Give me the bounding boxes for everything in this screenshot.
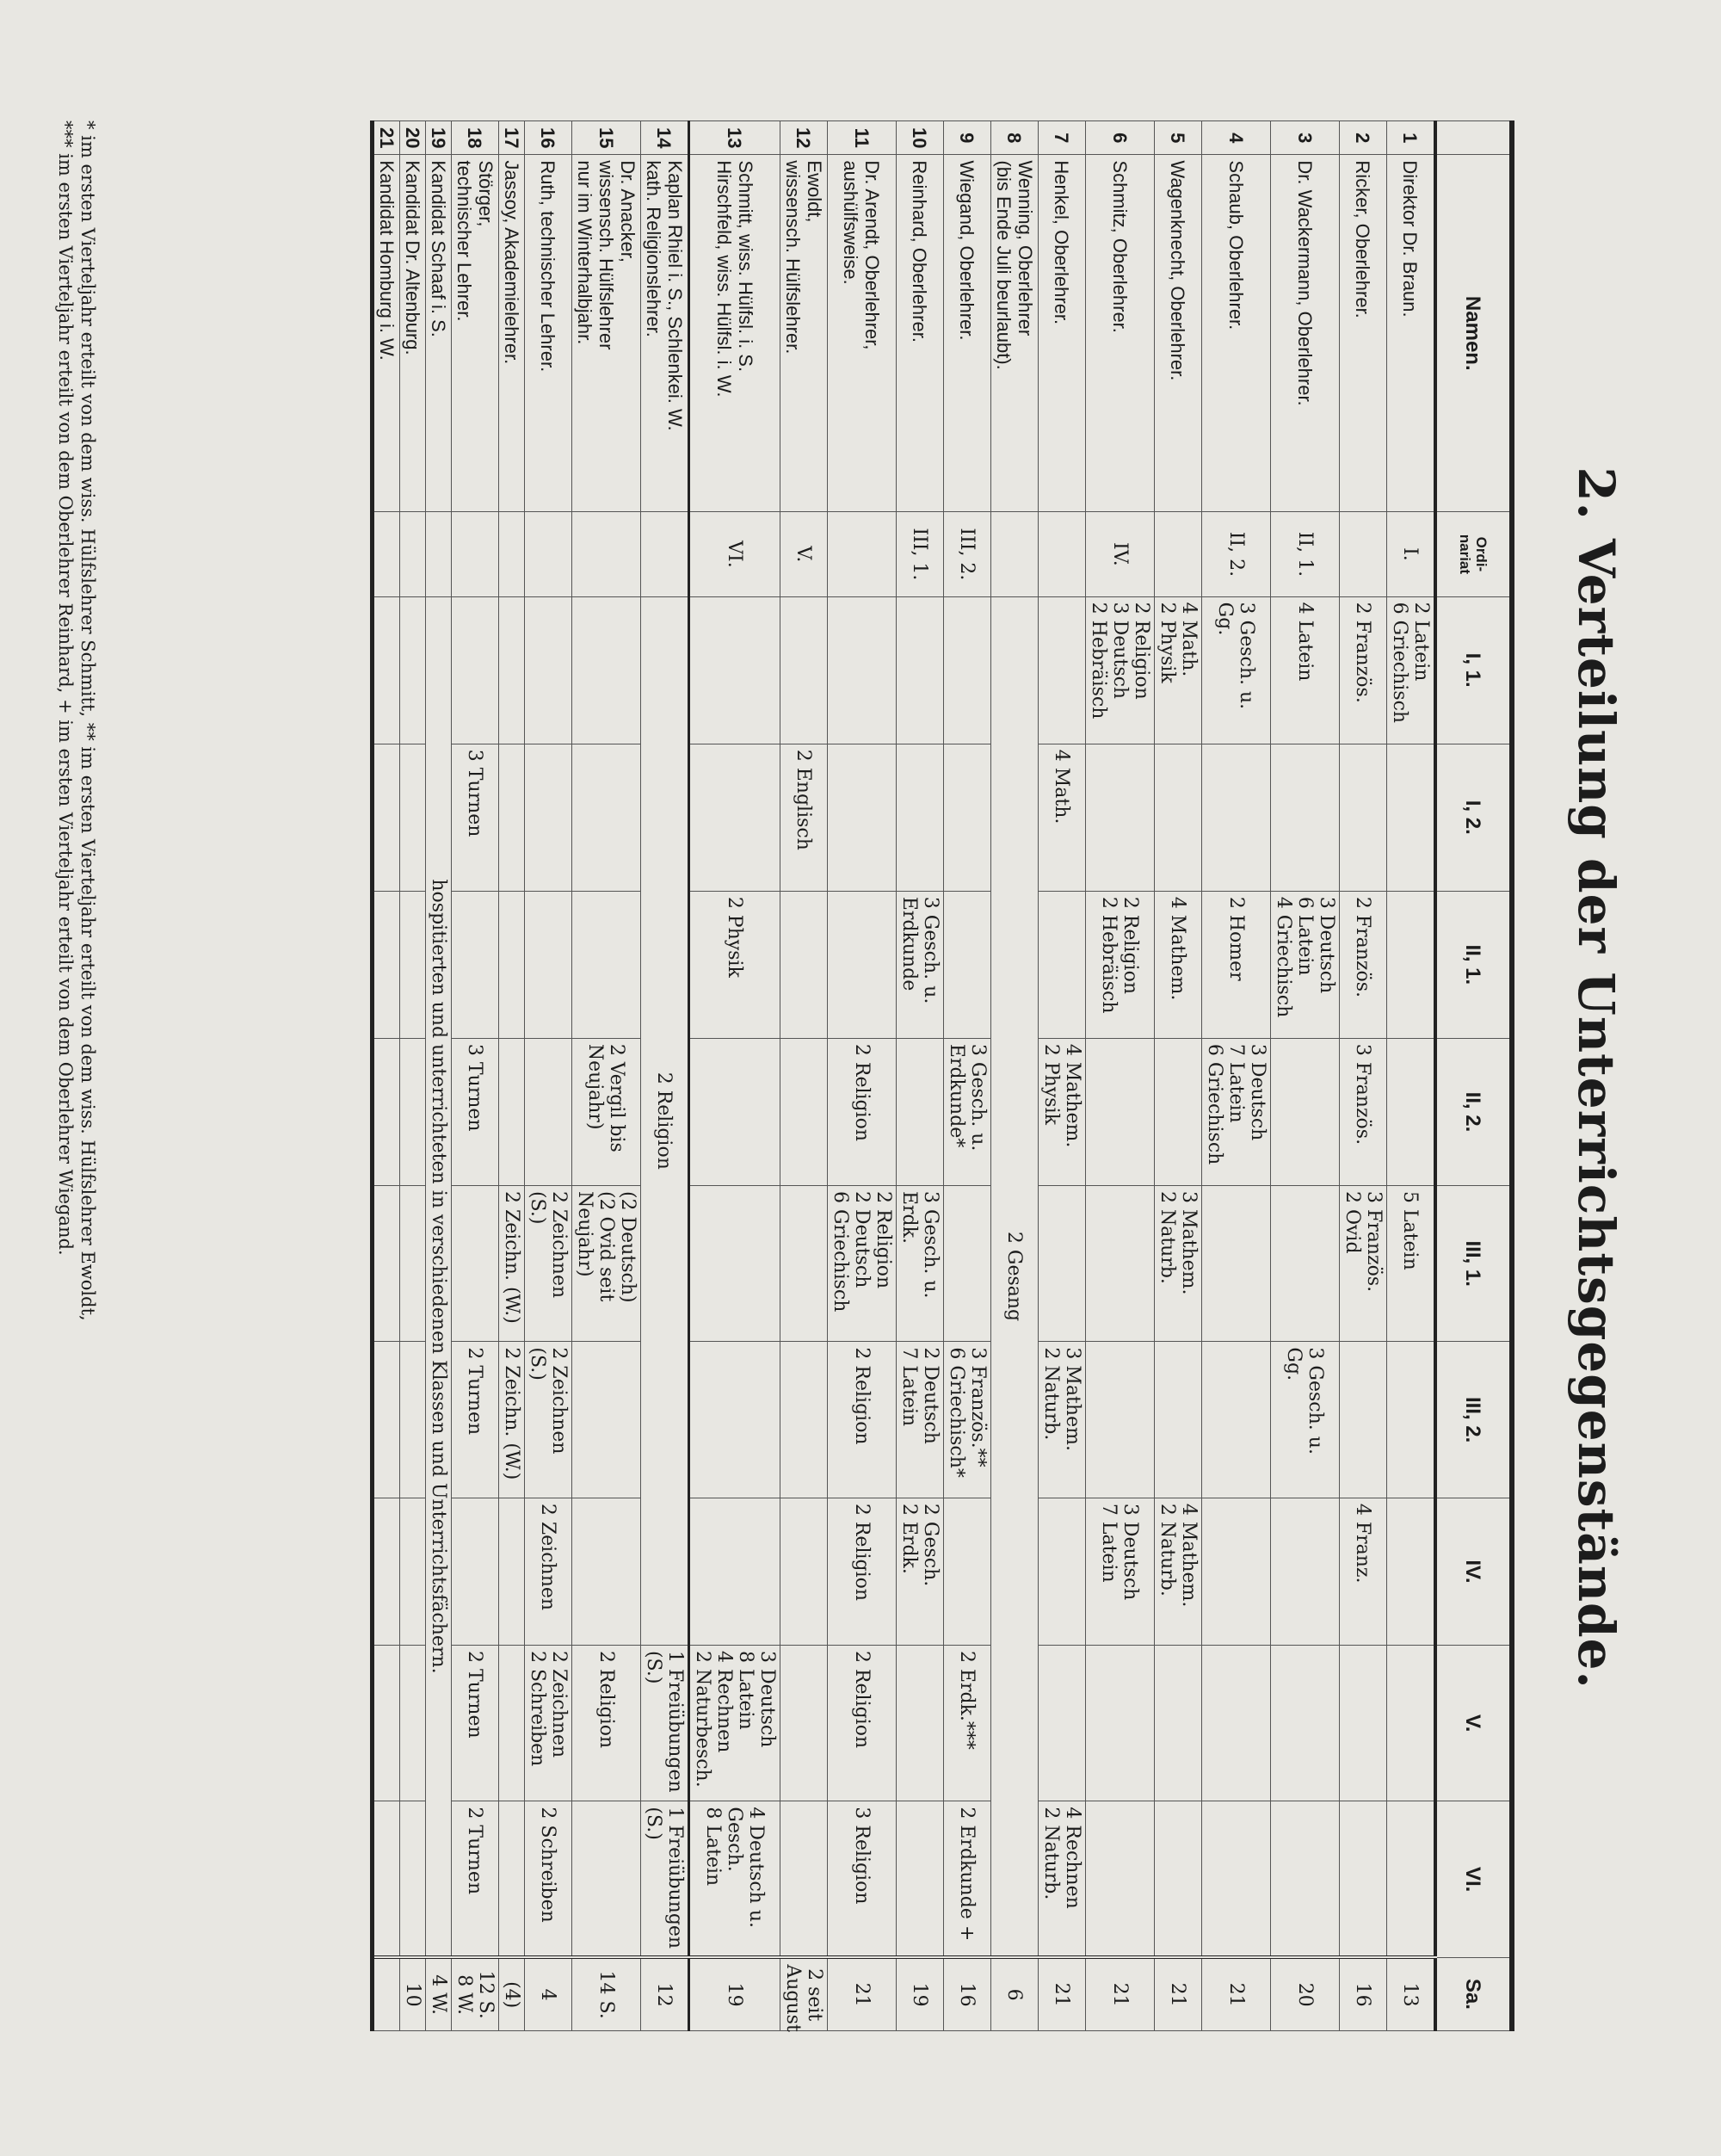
sum-header: Sa. — [1435, 1957, 1512, 2030]
subject-cell — [400, 1498, 426, 1645]
table-row — [780, 121, 828, 2031]
subject-cell — [828, 891, 897, 1038]
teacher-name: Direktor Dr. Braun. — [1387, 155, 1436, 512]
teacher-name: Jassoy, Akademielehrer. — [499, 155, 525, 512]
subject-cell — [780, 1498, 828, 1645]
row-number: 1 — [1387, 121, 1436, 155]
subject-cell — [572, 1801, 641, 1957]
footnote-2: *** im ersten Vierteljahr erteilt von dem Oberlehrer Reinhard, + im ersten Vierteljahr erteilt von dem Oberlehrer Wiegand. — [55, 120, 76, 1256]
sum-cell: 21 — [1086, 1957, 1155, 2030]
subject-cell — [452, 596, 499, 744]
subject-cell: 3 Gesch. u. Gg. — [1202, 596, 1271, 744]
ordinariat-cell — [572, 512, 641, 597]
subject-cell — [689, 1342, 780, 1498]
table-row — [1202, 121, 1271, 2031]
row-number: 11 — [828, 121, 897, 155]
row-number: 4 — [1202, 121, 1271, 155]
subject-cell: 2 Physik — [689, 891, 780, 1038]
subject-cell — [1387, 1038, 1436, 1185]
row-number: 12 — [780, 121, 828, 155]
subject-cell: 2 Turnen — [452, 1801, 499, 1957]
row-number: 15 — [572, 121, 641, 155]
sum-cell: 21 — [1155, 1957, 1202, 2030]
subject-cell — [572, 1498, 641, 1645]
ordinariat-cell — [452, 512, 499, 597]
subject-cell — [944, 1498, 991, 1645]
footnote-1: * im ersten Vierteljahr erteilt von dem wiss. Hülfslehrer Schmitt, ** im ersten Vierteljahr erteilt von dem wiss. Hülfslehrer Ewoldt, — [77, 120, 98, 1321]
ordinariat-cell: III, 2. — [944, 512, 991, 597]
subject-cell — [373, 1185, 400, 1341]
table-row — [400, 121, 426, 2031]
subject-cell: 3 Französ. 2 Ovid — [1340, 1185, 1387, 1341]
subject-cell — [780, 1185, 828, 1341]
subject-cell — [572, 891, 641, 1038]
teacher-name: Kandidat Homburg i. W. — [373, 155, 400, 512]
distribution-table — [370, 120, 1514, 2031]
sum-cell: 20 — [1271, 1957, 1340, 2030]
header-row — [1435, 121, 1512, 2031]
subject-cell — [1387, 744, 1436, 891]
subject-cell — [499, 744, 525, 891]
ordinariat-cell: II, 2. — [1202, 512, 1271, 597]
class-iv-header: IV. — [1435, 1498, 1512, 1645]
subject-cell — [1271, 1801, 1340, 1957]
subject-cell — [1086, 744, 1155, 891]
subject-cell — [373, 744, 400, 891]
subject-cell — [499, 1498, 525, 1645]
table-row — [689, 121, 780, 2031]
subject-cell — [1387, 1801, 1436, 1957]
teacher-name: Störger, technischer Lehrer. — [452, 155, 499, 512]
subject-cell — [452, 891, 499, 1038]
row-number: 3 — [1271, 121, 1340, 155]
subject-cell — [400, 596, 426, 744]
sum-cell: 10 — [400, 1957, 426, 2030]
row-number: 2 — [1340, 121, 1387, 155]
class-iii1-header: III, 1. — [1435, 1185, 1512, 1341]
subject-cell — [689, 1038, 780, 1185]
subject-cell — [1202, 1342, 1271, 1498]
table-row — [525, 121, 572, 2031]
subject-cell — [944, 891, 991, 1038]
subject-cell: 4 Mathem. 2 Naturb. — [1155, 1498, 1202, 1645]
spanning-cell: hospitierten und unterrichteten in verschiedenen Klassen und Unterrichtsfächern. — [426, 596, 452, 1957]
sum-cell: 21 — [1039, 1957, 1086, 2030]
table-row — [499, 121, 525, 2031]
subject-cell — [1039, 1645, 1086, 1801]
ordinariat-cell — [1340, 512, 1387, 597]
subject-cell — [525, 1038, 572, 1185]
subject-cell: 3 Gesch. u. Erdkunde — [897, 891, 944, 1038]
subject-cell — [1271, 1038, 1340, 1185]
subject-cell: 5 Latein — [1387, 1185, 1436, 1341]
subject-cell — [1271, 1645, 1340, 1801]
table-row — [1340, 121, 1387, 2031]
subject-cell — [944, 1185, 991, 1341]
subject-cell — [499, 891, 525, 1038]
ordinariat-cell — [426, 512, 452, 597]
subject-cell: 2 Turnen — [452, 1342, 499, 1498]
row-number: 17 — [499, 121, 525, 155]
sum-cell: (4) — [499, 1957, 525, 2030]
teacher-name: Kandidat Schaaf i. S. — [426, 155, 452, 512]
subject-cell: 2 Gesch. 2 Erdk. — [897, 1498, 944, 1645]
subject-cell: 2 Französ. — [1340, 596, 1387, 744]
subject-cell — [897, 1038, 944, 1185]
ordinariat-cell: II, 1. — [1271, 512, 1340, 597]
row-number: 19 — [426, 121, 452, 155]
row-number: 6 — [1086, 121, 1155, 155]
subject-cell — [525, 596, 572, 744]
class-ii1-header: II, 1. — [1435, 891, 1512, 1038]
class-v-header: V. — [1435, 1645, 1512, 1801]
footnotes — [54, 120, 99, 2031]
subject-cell — [828, 596, 897, 744]
spanning-cell: 2 Religion — [641, 596, 689, 1645]
subject-cell — [780, 1038, 828, 1185]
subject-cell — [1271, 1185, 1340, 1341]
subject-cell: 3 Turnen — [452, 1038, 499, 1185]
subject-cell — [689, 596, 780, 744]
subject-cell: 2 Zeichnen (S.) — [525, 1342, 572, 1498]
table-row — [991, 121, 1039, 2031]
subject-cell: 2 Deutsch 7 Latein — [897, 1342, 944, 1498]
sum-cell: 16 — [944, 1957, 991, 2030]
teacher-name: Ricker, Oberlehrer. — [1340, 155, 1387, 512]
subject-cell — [1155, 1801, 1202, 1957]
subject-cell — [1202, 1185, 1271, 1341]
subject-cell — [1202, 1801, 1271, 1957]
num-header — [1435, 121, 1512, 155]
teacher-name: Schmitt, wiss. Hülfsl. i. S. Hirschfeld, wiss. Hülfsl. i. W. — [689, 155, 780, 512]
sum-cell: 19 — [689, 1957, 780, 2030]
subject-cell: 3 Deutsch 8 Latein 4 Rechnen 2 Naturbesch. — [689, 1645, 780, 1801]
row-number: 21 — [373, 121, 400, 155]
table-row — [1387, 121, 1436, 2031]
subject-cell — [780, 891, 828, 1038]
subject-cell: 2 Homer — [1202, 891, 1271, 1038]
table-row — [1039, 121, 1086, 2031]
subject-cell: 3 Deutsch 7 Latein — [1086, 1498, 1155, 1645]
row-number: 13 — [689, 121, 780, 155]
subject-cell — [1155, 1038, 1202, 1185]
row-number: 16 — [525, 121, 572, 155]
subject-cell: 3 Deutsch 6 Latein 4 Griechisch — [1271, 891, 1340, 1038]
subject-cell — [1155, 1645, 1202, 1801]
subject-cell — [1155, 744, 1202, 891]
subject-cell: 4 Rechnen 2 Naturb. — [1039, 1801, 1086, 1957]
subject-cell — [1340, 1801, 1387, 1957]
ordinariat-header: Ordi-nariat — [1435, 512, 1512, 597]
subject-cell — [1202, 1498, 1271, 1645]
subject-cell: 4 Math. — [1039, 744, 1086, 891]
teacher-name: Dr. Anacker, wissensch. Hülfslehrer nur im Winterhalbjahr. — [572, 155, 641, 512]
row-number: 9 — [944, 121, 991, 155]
subject-cell: 2 Religion — [828, 1342, 897, 1498]
subject-cell — [572, 744, 641, 891]
spanning-cell: 2 Gesang — [991, 596, 1039, 1957]
subject-cell — [452, 1498, 499, 1645]
subject-cell: 3 Religion — [828, 1801, 897, 1957]
subject-cell — [373, 596, 400, 744]
sum-cell: 19 — [897, 1957, 944, 2030]
subject-cell — [525, 891, 572, 1038]
subject-cell: 1 Freiübungen (S.) — [641, 1645, 689, 1801]
subject-cell — [400, 1645, 426, 1801]
subject-cell — [373, 1801, 400, 1957]
subject-cell: 2 Religion 3 Deutsch 2 Hebräisch — [1086, 596, 1155, 744]
table-row — [897, 121, 944, 2031]
subject-cell — [499, 1038, 525, 1185]
subject-cell — [452, 1185, 499, 1341]
subject-cell: 2 Schreiben — [525, 1801, 572, 1957]
table-row — [828, 121, 897, 2031]
ordinariat-cell: VI. — [689, 512, 780, 597]
sum-cell — [373, 1957, 400, 2030]
subject-cell — [1039, 891, 1086, 1038]
ordinariat-cell — [1155, 512, 1202, 597]
sum-cell: 12 — [641, 1957, 689, 2030]
row-number: 5 — [1155, 121, 1202, 155]
subject-cell: 2 Zeichnen — [525, 1498, 572, 1645]
subject-cell: 2 Religion — [828, 1645, 897, 1801]
ordinariat-cell: IV. — [1086, 512, 1155, 597]
teacher-name: Schmitz, Oberlehrer. — [1086, 155, 1155, 512]
subject-cell — [1387, 1342, 1436, 1498]
subject-cell — [944, 596, 991, 744]
sum-cell: 4 W. — [426, 1957, 452, 2030]
subject-cell — [525, 744, 572, 891]
subject-cell: 2 Englisch — [780, 744, 828, 891]
teacher-name: Wiegand, Oberlehrer. — [944, 155, 991, 512]
sum-cell: 21 — [828, 1957, 897, 2030]
teacher-name: Kandidat Dr. Altenburg. — [400, 155, 426, 512]
ordinariat-cell: V. — [780, 512, 828, 597]
subject-cell — [373, 1645, 400, 1801]
subject-cell: 3 Deutsch 7 Latein 6 Griechisch — [1202, 1038, 1271, 1185]
subject-cell — [1340, 1645, 1387, 1801]
subject-cell — [499, 596, 525, 744]
name-header: Namen. — [1435, 155, 1512, 512]
subject-cell — [897, 1801, 944, 1957]
table-row — [452, 121, 499, 2031]
subject-cell — [1086, 1185, 1155, 1341]
subject-cell: 3 Mathem. 2 Naturb. — [1039, 1342, 1086, 1498]
subject-cell — [373, 1038, 400, 1185]
table-row — [373, 121, 400, 2031]
subject-cell: 2 Religion — [572, 1645, 641, 1801]
subject-cell: 3 Gesch. u. Erdk. — [897, 1185, 944, 1341]
sum-cell: 13 — [1387, 1957, 1436, 2030]
subject-cell — [1086, 1801, 1155, 1957]
table-row — [1086, 121, 1155, 2031]
teacher-name: Henkel, Oberlehrer. — [1039, 155, 1086, 512]
row-number: 7 — [1039, 121, 1086, 155]
ordinariat-cell — [373, 512, 400, 597]
class-ii2-header: II, 2. — [1435, 1038, 1512, 1185]
subject-cell — [1202, 744, 1271, 891]
subject-cell — [1340, 744, 1387, 891]
subject-cell: 3 Mathem. 2 Naturb. — [1155, 1185, 1202, 1341]
sum-cell: 16 — [1340, 1957, 1387, 2030]
subject-cell — [400, 744, 426, 891]
sum-cell: 2 seit August — [780, 1957, 828, 2030]
sum-cell: 14 S. — [572, 1957, 641, 2030]
subject-cell — [1086, 1342, 1155, 1498]
subject-cell — [572, 596, 641, 744]
subject-cell — [400, 1038, 426, 1185]
subject-cell: 4 Mathem. 2 Physik — [1039, 1038, 1086, 1185]
subject-cell — [1155, 1342, 1202, 1498]
subject-cell — [1086, 1038, 1155, 1185]
subject-cell: 3 Gesch. u. Erdkunde* — [944, 1038, 991, 1185]
subject-cell — [400, 1801, 426, 1957]
subject-cell — [897, 596, 944, 744]
subject-cell: 2 Religion — [828, 1038, 897, 1185]
subject-cell: 3 Französ. — [1340, 1038, 1387, 1185]
ordinariat-cell: I. — [1387, 512, 1436, 597]
sum-cell: 21 — [1202, 1957, 1271, 2030]
table-row — [572, 121, 641, 2031]
subject-cell: 2 Erdk.*** — [944, 1645, 991, 1801]
subject-cell — [897, 744, 944, 891]
sum-cell: 4 — [525, 1957, 572, 2030]
subject-cell — [1202, 1645, 1271, 1801]
ordinariat-cell: III, 1. — [897, 512, 944, 597]
table-body — [373, 121, 1436, 2031]
teacher-name: Ewoldt, wissensch. Hülfslehrer. — [780, 155, 828, 512]
subject-cell — [1039, 1185, 1086, 1341]
subject-cell: 2 Zeichn. (W.) — [499, 1185, 525, 1341]
ordinariat-cell — [1039, 512, 1086, 597]
subject-cell — [1387, 1645, 1436, 1801]
subject-cell — [1086, 1645, 1155, 1801]
table-row — [944, 121, 991, 2031]
subject-cell — [1271, 1498, 1340, 1645]
subject-cell: 4 Franz. — [1340, 1498, 1387, 1645]
subject-cell: 4 Math. 2 Physik — [1155, 596, 1202, 744]
sum-cell: 6 — [991, 1957, 1039, 2030]
row-number: 14 — [641, 121, 689, 155]
subject-cell: 2 Zeichn. (W.) — [499, 1342, 525, 1498]
subject-cell — [689, 744, 780, 891]
subject-cell: 3 Turnen — [452, 744, 499, 891]
class-i1-header: I, 1. — [1435, 596, 1512, 744]
subject-cell — [373, 1498, 400, 1645]
subject-cell: 2 Vergil bis Neujahr) — [572, 1038, 641, 1185]
page-title: 2. Verteilung der Unterrichtsgegenstände. — [1567, 466, 1625, 1690]
subject-cell: 2 Latein 6 Griechisch — [1387, 596, 1436, 744]
subject-cell — [499, 1801, 525, 1957]
subject-cell — [828, 744, 897, 891]
subject-cell: 2 Zeichnen 2 Schreiben — [525, 1645, 572, 1801]
subject-cell — [780, 1801, 828, 1957]
subject-cell: 2 Religion 2 Deutsch 6 Griechisch — [828, 1185, 897, 1341]
subject-cell: 2 Französ. — [1340, 891, 1387, 1038]
row-number: 10 — [897, 121, 944, 155]
subject-cell: 2 Religion 2 Hebräisch — [1086, 891, 1155, 1038]
subject-cell: 3 Französ.** 6 Griechisch* — [944, 1342, 991, 1498]
subject-cell: 3 Gesch. u. Gg. — [1271, 1342, 1340, 1498]
teacher-name: Schaub, Oberlehrer. — [1202, 155, 1271, 512]
subject-cell — [373, 891, 400, 1038]
subject-cell — [1039, 1498, 1086, 1645]
subject-cell: (2 Deutsch) (2 Ovid seit Neujahr) — [572, 1185, 641, 1341]
subject-cell — [780, 596, 828, 744]
subject-cell: 2 Zeichnen (S.) — [525, 1185, 572, 1341]
subject-cell — [1387, 1498, 1436, 1645]
subject-cell — [944, 744, 991, 891]
subject-cell — [780, 1342, 828, 1498]
ordinariat-cell — [991, 512, 1039, 597]
table-row — [426, 121, 452, 2031]
class-iii2-header: III, 2. — [1435, 1342, 1512, 1498]
teacher-name: Reinhard, Oberlehrer. — [897, 155, 944, 512]
subject-cell: 2 Turnen — [452, 1645, 499, 1801]
table-row — [1155, 121, 1202, 2031]
ordinariat-cell — [641, 512, 689, 597]
subject-cell: 2 Erdkunde + — [944, 1801, 991, 1957]
table-row — [1271, 121, 1340, 2031]
subject-cell — [1387, 891, 1436, 1038]
class-i2-header: I, 2. — [1435, 744, 1512, 891]
ordinariat-cell — [828, 512, 897, 597]
teacher-name: Wenning, Oberlehrer (bis Ende Juli beurlaubt). — [991, 155, 1039, 512]
subject-cell — [1271, 744, 1340, 891]
class-vi-header: VI. — [1435, 1801, 1512, 1957]
teacher-name: Dr. Wackermann, Oberlehrer. — [1271, 155, 1340, 512]
teacher-name: Wagenknecht, Oberlehrer. — [1155, 155, 1202, 512]
subject-cell: 4 Deutsch u. Gesch. 8 Latein — [689, 1801, 780, 1957]
subject-cell — [1340, 1342, 1387, 1498]
row-number: 20 — [400, 121, 426, 155]
subject-cell — [572, 1342, 641, 1498]
teacher-name: Ruth, technischer Lehrer. — [525, 155, 572, 512]
subject-cell — [373, 1342, 400, 1498]
subject-cell — [499, 1645, 525, 1801]
subject-cell — [780, 1645, 828, 1801]
table-row — [641, 121, 689, 2031]
subject-cell — [400, 1185, 426, 1341]
ordinariat-cell — [400, 512, 426, 597]
subject-cell: 2 Religion — [828, 1498, 897, 1645]
teacher-name: Dr. Arendt, Oberlehrer, aushülfsweise. — [828, 155, 897, 512]
teacher-name: Kaplan Rhiel i. S., Schlenkei. W. kath. Religionslehrer. — [641, 155, 689, 512]
subject-cell — [689, 1498, 780, 1645]
ordinariat-cell — [499, 512, 525, 597]
subject-cell — [400, 1342, 426, 1498]
ordinariat-cell — [525, 512, 572, 597]
subject-cell — [689, 1185, 780, 1341]
row-number: 18 — [452, 121, 499, 155]
subject-cell — [1039, 596, 1086, 744]
row-number: 8 — [991, 121, 1039, 155]
subject-cell — [897, 1645, 944, 1801]
subject-cell: 4 Mathem. — [1155, 891, 1202, 1038]
subject-cell: 1 Freiübungen (S.) — [641, 1801, 689, 1957]
subject-cell: 4 Latein — [1271, 596, 1340, 744]
subject-cell — [400, 891, 426, 1038]
sum-cell: 12 S. 8 W. — [452, 1957, 499, 2030]
